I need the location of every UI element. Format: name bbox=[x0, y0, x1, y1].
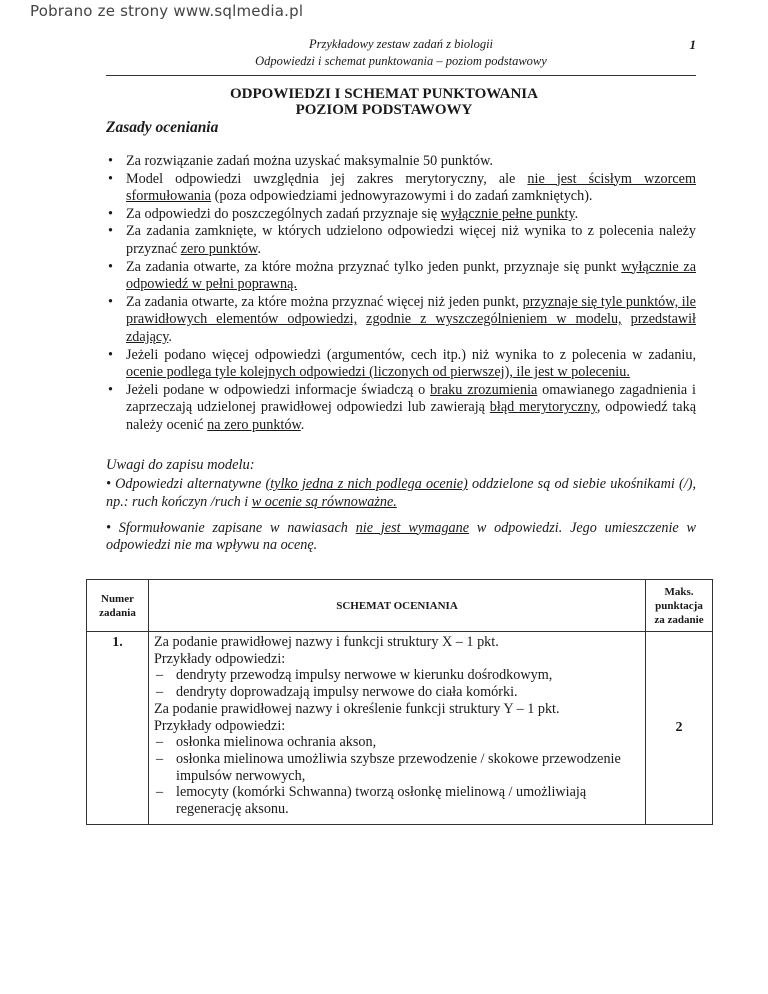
rule-emphasis: zero punktów bbox=[180, 240, 258, 257]
scheme-line: Przykłady odpowiedzi: bbox=[154, 650, 286, 667]
scheme-line: Przykłady odpowiedzi: bbox=[154, 717, 286, 734]
rule-text bbox=[622, 311, 631, 327]
rule-text: Za rozwiązanie zadań można uzyskać maksymalnie 50 punktów. bbox=[126, 153, 494, 169]
scheme-example: – lemocyty (komórki Schwanna) tworzą osłonkę mielinową / umożliwiają regenerację aksonu. bbox=[154, 784, 639, 817]
rule-text: . bbox=[168, 328, 172, 345]
rule-text: . bbox=[574, 205, 579, 222]
page-number: 1 bbox=[689, 37, 696, 52]
rule-emphasis: nie jest ścisłym wzorcem sformułowania bbox=[126, 170, 696, 205]
scheme-line: Za podanie prawidłowej nazwy i określenie funkcji struktury Y – 1 pkt. bbox=[154, 700, 560, 717]
section-title: Zasady oceniania bbox=[106, 119, 219, 136]
rule-text: (poza odpowiedziami jednowyrazowymi i do zadań zamkniętych). bbox=[211, 188, 593, 205]
col-header-task-number bbox=[87, 580, 149, 632]
page-header bbox=[106, 37, 696, 76]
scheme-example: – osłonka mielinowa ochrania akson, bbox=[154, 734, 639, 751]
note-text: oddzielone są od siebie ukośnikami (/), np.: ruch kończyn /ruch i bbox=[106, 476, 696, 510]
note-item bbox=[106, 476, 696, 512]
rule-emphasis: na zero punktów bbox=[207, 416, 301, 433]
note-text: • Odpowiedzi alternatywne bbox=[106, 476, 266, 492]
rule-text: Za odpowiedzi do poszczególnych zadań przyznaje się bbox=[126, 205, 441, 222]
rule-item bbox=[106, 153, 696, 171]
rule-text: . bbox=[257, 240, 261, 257]
rule-item bbox=[106, 223, 696, 258]
rule-text: . bbox=[300, 416, 305, 433]
scheme-line: Za podanie prawidłowej nazwy i funkcji struktury X – 1 pkt. bbox=[154, 634, 499, 650]
rule-emphasis: ocenie podlega tyle kolejnych odpowiedzi (liczonych od pierwszej), ile jest w poleceniu. bbox=[126, 364, 630, 381]
header-text: Maks. bbox=[664, 585, 694, 598]
rule-emphasis: przyznaje się tyle punktów, ile prawidłowych elementów odpowiedzi, bbox=[126, 293, 696, 328]
notes-title: Uwagi do zapisu modelu: bbox=[106, 457, 255, 473]
header-text: zadania bbox=[99, 606, 136, 619]
rule-text: Jeżeli podane w odpowiedzi informacje świadczą o bbox=[126, 381, 431, 398]
note-emphasis: nie jest wymagane bbox=[355, 519, 470, 536]
note-emphasis: (tylko jedna z nich podlega ocenie) bbox=[265, 476, 468, 492]
rule-item bbox=[106, 382, 696, 435]
note-item bbox=[106, 520, 696, 556]
rule-item bbox=[106, 259, 696, 294]
table-row bbox=[87, 632, 713, 825]
scheme-example: – dendryty przewodzą impulsy nerwowe w kierunku dośrodkowym, bbox=[154, 667, 639, 684]
col-header-max-points bbox=[646, 580, 713, 632]
table-header-row bbox=[87, 580, 713, 632]
rule-text: Model odpowiedzi uwzględnia jej zakres merytoryczny, ale bbox=[126, 170, 528, 187]
grading-rules-list bbox=[106, 153, 696, 435]
header-text: Numer bbox=[101, 592, 134, 605]
scoring-table bbox=[86, 579, 713, 825]
header-line-2: Odpowiedzi i schemat punktowania – poziom podstawowy bbox=[255, 54, 547, 68]
scheme-example: – dendryty doprowadzają impulsy nerwowe do ciała komórki. bbox=[154, 684, 639, 701]
rule-emphasis: przedstawił zdający bbox=[126, 311, 696, 345]
header-text: punktacja bbox=[655, 599, 703, 612]
rule-item bbox=[106, 206, 696, 224]
rule-emphasis: braku zrozumienia bbox=[430, 381, 538, 398]
rule-item bbox=[106, 347, 696, 382]
rule-text: Za zadania otwarte, za które można przyznać tylko jeden punkt, przyznaje się punkt bbox=[126, 258, 622, 275]
max-points: 2 bbox=[646, 632, 713, 825]
rule-text: Za zadania zamknięte, w których udzielono odpowiedzi więcej niż wynika to z polecenia należy przyznać bbox=[126, 223, 696, 257]
scheme-example: – osłonka mielinowa umożliwia szybsze przewodzenie / skokowe przewodzenie impulsów nerwowych, bbox=[154, 751, 639, 784]
rule-item bbox=[106, 171, 696, 206]
rule-item bbox=[106, 294, 696, 347]
rule-text bbox=[357, 311, 366, 327]
header-line-1: Przykładowy zestaw zadań z biologii bbox=[308, 37, 494, 51]
doc-title-line-2: POZIOM PODSTAWOWY bbox=[295, 102, 473, 118]
rule-emphasis: błąd merytoryczny bbox=[489, 399, 597, 416]
rule-text: omawianego zagadnienia i zaprzeczają udzielonej prawidłowej odpowiedzi lub zawierają bbox=[126, 381, 696, 416]
note-emphasis: w ocenie są równoważne. bbox=[251, 493, 397, 510]
model-notes bbox=[106, 476, 696, 563]
rule-text: Za zadania otwarte, za które można przyznać więcej niż jeden punkt, bbox=[126, 293, 523, 310]
rule-text: , odpowiedź taką należy ocenić bbox=[126, 399, 696, 433]
task-number: 1. bbox=[87, 632, 149, 825]
rule-text: Jeżeli podano więcej odpowiedzi (argumentów, cech itp.) niż wynika to z polecenia w zadaniu, bbox=[126, 346, 696, 363]
rule-emphasis: wyłącznie za odpowiedź w pełni poprawną. bbox=[126, 258, 696, 293]
col-header-scheme: SCHEMAT OCENIANIA bbox=[149, 580, 646, 632]
doc-title-line-1: ODPOWIEDZI I SCHEMAT PUNKTOWANIA bbox=[230, 86, 538, 102]
rule-emphasis: wyłącznie pełne punkty bbox=[440, 205, 575, 222]
source-watermark: Pobrano ze strony www.sqlmedia.pl bbox=[30, 2, 304, 20]
header-text: za zadanie bbox=[654, 613, 704, 626]
scoring-scheme-cell bbox=[149, 632, 646, 825]
note-text: • Sformułowanie zapisane w nawiasach bbox=[106, 519, 356, 536]
note-text: w odpowiedzi. Jego umieszczenie w odpowiedzi nie ma wpływu na ocenę. bbox=[106, 519, 696, 554]
rule-emphasis: zgodnie z wyszczególnieniem w modelu, bbox=[366, 311, 622, 328]
